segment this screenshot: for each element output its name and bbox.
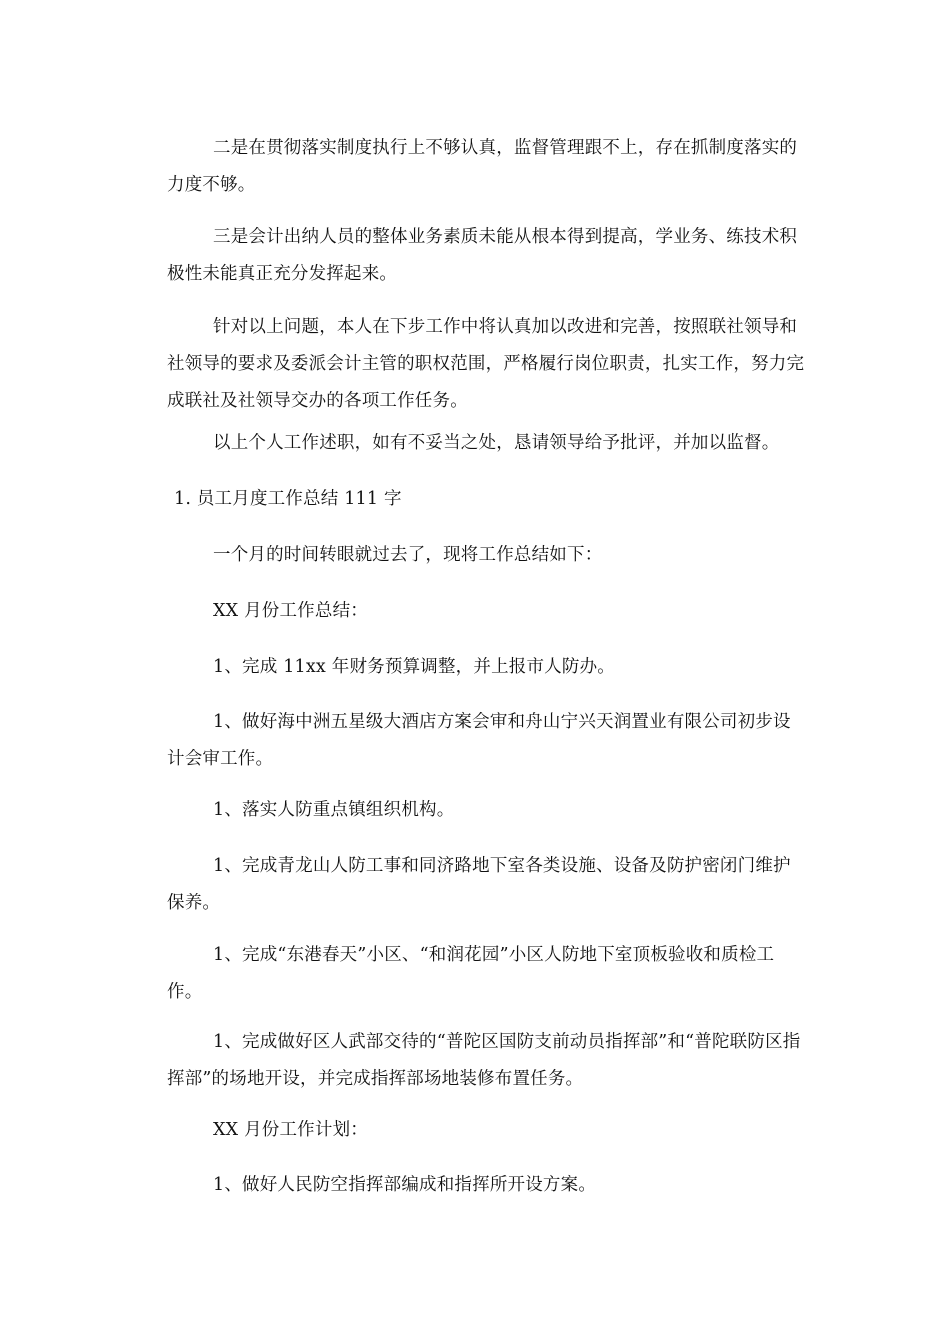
section-heading: 1. 员工月度工作总结 111 字 xyxy=(174,489,402,509)
list-item: 1、完成做好区人武部交待的“普陀区国防支前动员指挥部”和“普陀联防区指挥部”的场地开设，并完成指挥部场地装修布置任务。 xyxy=(167,1032,801,1089)
list-item: 1、做好人民防空指挥部编成和指挥所开设方案。 xyxy=(213,1175,597,1195)
list-item: 1、做好海中洲五星级大酒店方案会审和舟山宁兴天润置业有限公司初步设计会审工作。 xyxy=(167,712,791,769)
list-item: 1、完成青龙山人防工事和同济路地下室各类设施、设备及防护密闭门维护保养。 xyxy=(167,856,791,913)
paragraph-closing: 以上个人工作述职，如有不妥当之处，恳请领导给予批评，并加以监督。 xyxy=(213,433,780,453)
subheading-month-plan: XX 月份工作计划： xyxy=(213,1120,368,1140)
subheading-month-summary: XX 月份工作总结： xyxy=(213,601,368,621)
paragraph-problem-two: 二是在贯彻落实制度执行上不够认真，监督管理跟不上，存在抓制度落实的力度不够。 xyxy=(167,138,798,195)
list-item: 1、落实人防重点镇组织机构。 xyxy=(213,800,455,820)
paragraph-problem-three: 三是会计出纳人员的整体业务素质未能从根本得到提高，学业务、练技术积极性未能真正充分发挥起来。 xyxy=(167,227,798,284)
list-item: 1、完成“东港春天”小区、“和润花园”小区人防地下室顶板验收和质检工作。 xyxy=(167,945,775,1002)
paragraph-intro: 一个月的时间转眼就过去了，现将工作总结如下： xyxy=(213,545,603,565)
paragraph-improvement-plan: 针对以上问题，本人在下步工作中将认真加以改进和完善，按照联社领导和社领导的要求及委派会计主管的职权范围，严格履行岗位职责，扎实工作，努力完成联社及社领导交办的各项工作任务。 xyxy=(167,317,805,411)
list-item: 1、完成 11xx 年财务预算调整，并上报市人防办。 xyxy=(213,657,615,677)
